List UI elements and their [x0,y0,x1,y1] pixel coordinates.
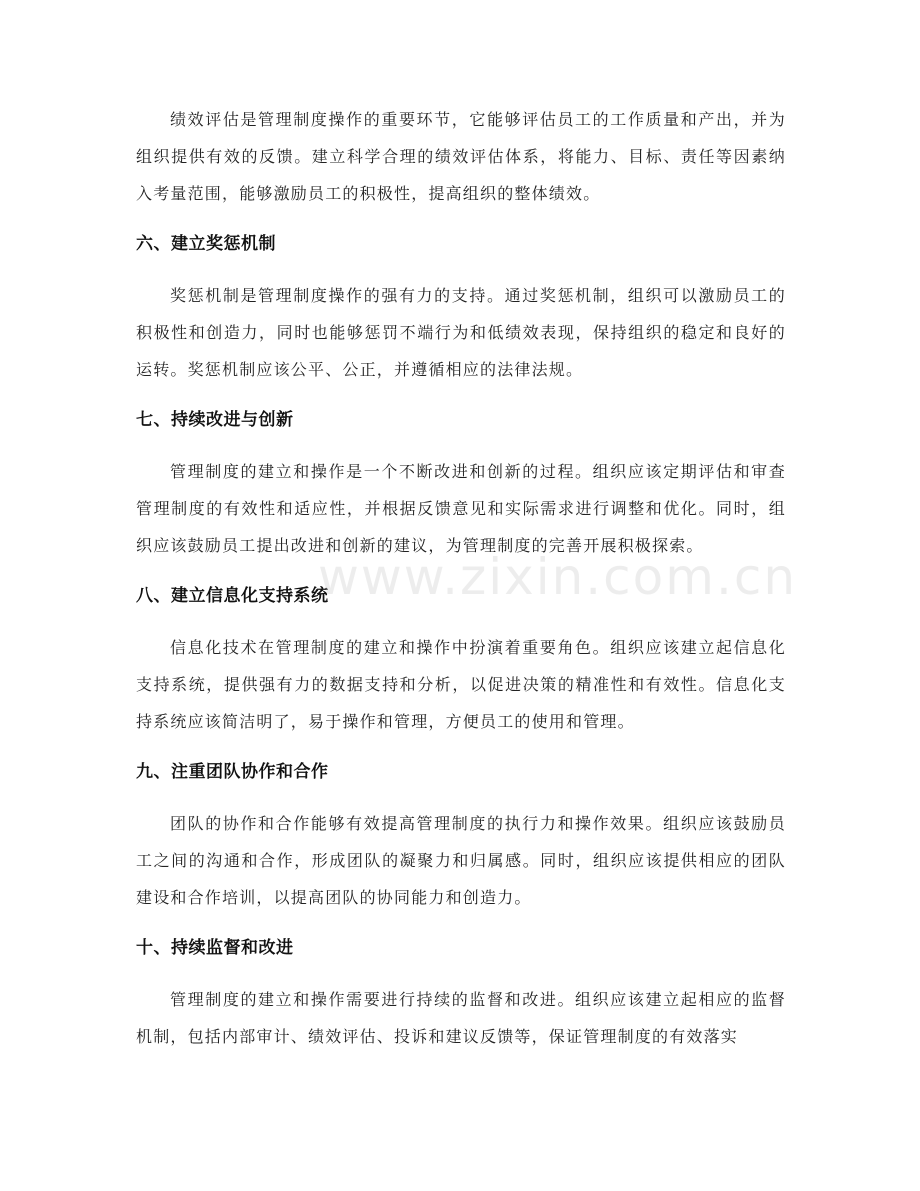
intro-paragraph: 绩效评估是管理制度操作的重要环节，它能够评估员工的工作质量和产出，并为组织提供有效的反馈。建立科学合理的绩效评估体系，将能力、目标、责任等因素纳入考量范围，能够激励员工的积极性，提高组织的整体绩效。 [136,110,786,203]
watermark: www.zixin.com.cn [318,548,798,606]
section-paragraph-8: 信息化技术在管理制度的建立和操作中扮演着重要角色。组织应该建立起信息化支持系统，提供强有力的数据支持和分析，以促进决策的精准性和有效性。信息化支持系统应该简洁明了，易于操作和管理，方便员工的使用和管理。 [136,638,786,731]
section-heading-8: 八、建立信息化支持系统 [136,586,329,606]
section-heading-10: 十、持续监督和改进 [136,938,294,958]
section-paragraph-10: 管理制度的建立和操作需要进行持续的监督和改进。组织应该建立起相应的监督机制，包括内部审计、绩效评估、投诉和建议反馈等，保证管理制度的有效落实 [136,990,786,1046]
section-paragraph-6: 奖惩机制是管理制度操作的强有力的支持。通过奖惩机制，组织可以激励员工的积极性和创造力，同时也能够惩罚不端行为和低绩效表现，保持组织的稳定和良好的运转。奖惩机制应该公平、公正，并遵循相应的法律法规。 [136,286,786,379]
section-heading-6: 六、建立奖惩机制 [136,234,276,254]
document-body [136,101,786,1055]
section-paragraph-7: 管理制度的建立和操作是一个不断改进和创新的过程。组织应该定期评估和审查管理制度的有效性和适应性，并根据反馈意见和实际需求进行调整和优化。同时，组织应该鼓励员工提出改进和创新的建议，为管理制度的完善开展积极探索。 [136,462,786,555]
section-heading-7: 七、持续改进与创新 [136,410,294,430]
section-heading-9: 九、注重团队协作和合作 [136,762,329,782]
section-paragraph-9: 团队的协作和合作能够有效提高管理制度的执行力和操作效果。组织应该鼓励员工之间的沟通和合作，形成团队的凝聚力和归属感。同时，组织应该提供相应的团队建设和合作培训，以提高团队的协同能力和创造力。 [136,814,786,907]
